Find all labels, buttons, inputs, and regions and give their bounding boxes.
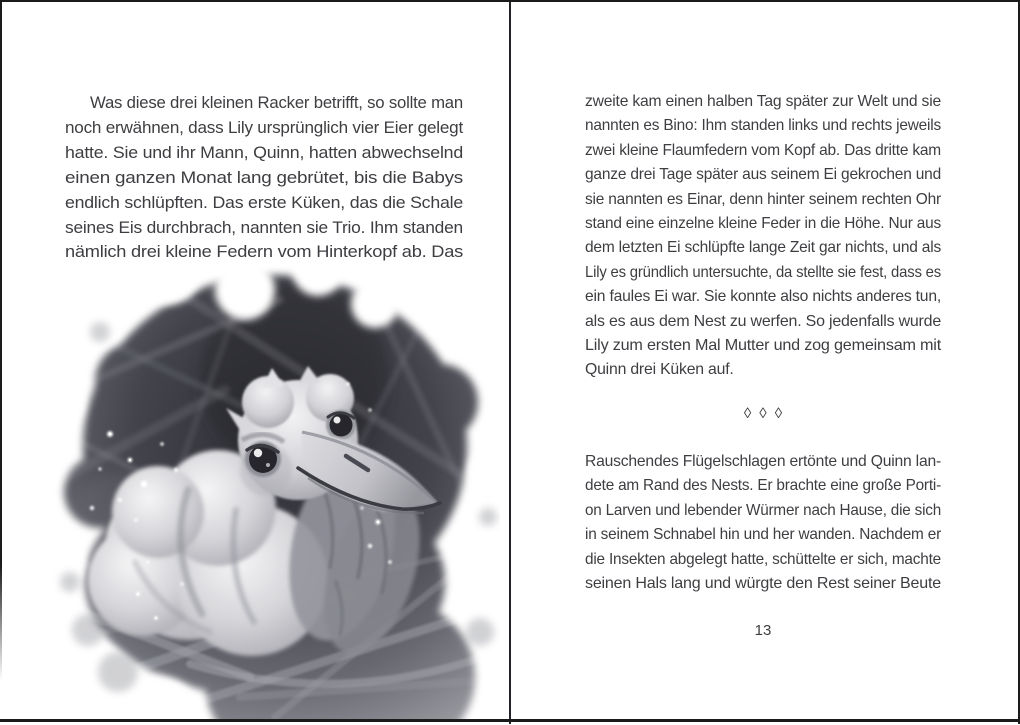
book-spine-divider (509, 0, 511, 724)
text-line: Lily es gründlich untersuchte, da stellte sie fest, dass es (585, 263, 941, 281)
left-page-paragraph (65, 91, 463, 265)
text-line: Lily zum ersten Mal Mutter und zog gemeinsam mit (585, 337, 941, 355)
page-number: 13 (754, 622, 772, 639)
left-page (0, 0, 510, 724)
text-line: ein faules Ei war. Sie konnte also nichts anderes tun, (585, 288, 941, 306)
text-line: stand eine einzelne kleine Feder in die Höhe. Nur aus (585, 215, 941, 233)
text-line: als es aus dem Nest zu werfen. So jedenfalls wurde (585, 312, 941, 330)
text-line: zwei kleine Flaumfedern vom Kopf ab. Das dritte kam (585, 141, 941, 159)
page-border-top (0, 0, 1020, 2)
page-border-bottom (0, 719, 1020, 722)
text-line: dem letzten Ei schlüpfte lange Zeit gar nichts, und als (585, 239, 941, 257)
text-line: hatte. Sie und ihr Mann, Quinn, hatten abwechselnd (65, 143, 463, 162)
text-line: die Insekten abgelegt hatte, schüttelte er sich, machte (585, 550, 941, 568)
text-line: noch erwähnen, dass Lily ursprünglich vier Eier gelegt (65, 118, 463, 137)
right-page-paragraph-next (585, 450, 941, 596)
text-line: on Larven und lebender Würmer nach Hause, die sich (585, 501, 941, 519)
text-line: zweite kam einen halben Tag später zur Welt und sie (585, 93, 941, 110)
text-line: sie nannten es Einar, denn hinter seinem rechten Ohr (585, 190, 941, 208)
text-line: nannten es Bino: Ihm standen links und rechts jeweils (585, 117, 941, 135)
text-line: seines Eis durchbrach, nannten sie Trio. Ihm standen (65, 218, 463, 237)
text-line: dete am Rand des Nests. Er brachte eine große Porti- (585, 477, 941, 495)
text-line: ganze drei Tage später aus seinem Ei gekrochen und (585, 166, 941, 184)
text-line: nämlich drei kleine Federn vom Hinterkopf ab. Das (65, 243, 463, 262)
right-page (510, 0, 1020, 724)
chick-in-nest-illustration (40, 262, 500, 720)
text-line: in seinem Schnabel hin und her wanden. Nachdem er (585, 526, 941, 544)
section-divider: ◊◊◊ (743, 405, 791, 422)
text-line: endlich schlüpften. Das erste Küken, das die Schale (65, 193, 463, 212)
text-line: einen ganzen Monat lang gebrütet, bis die Babys (65, 168, 463, 187)
text-line: Rauschendes Flügelschlagen ertönte und Quinn lan- (585, 453, 941, 470)
right-page-paragraph-continued (585, 90, 941, 383)
text-line: Quinn drei Küken auf. (585, 361, 734, 379)
text-line: seinen Hals lang und würgte den Rest seiner Beute (585, 575, 941, 593)
text-line: Was diese drei kleinen Racker betrifft, so sollte man (90, 94, 463, 112)
page-border-left (0, 0, 2, 724)
